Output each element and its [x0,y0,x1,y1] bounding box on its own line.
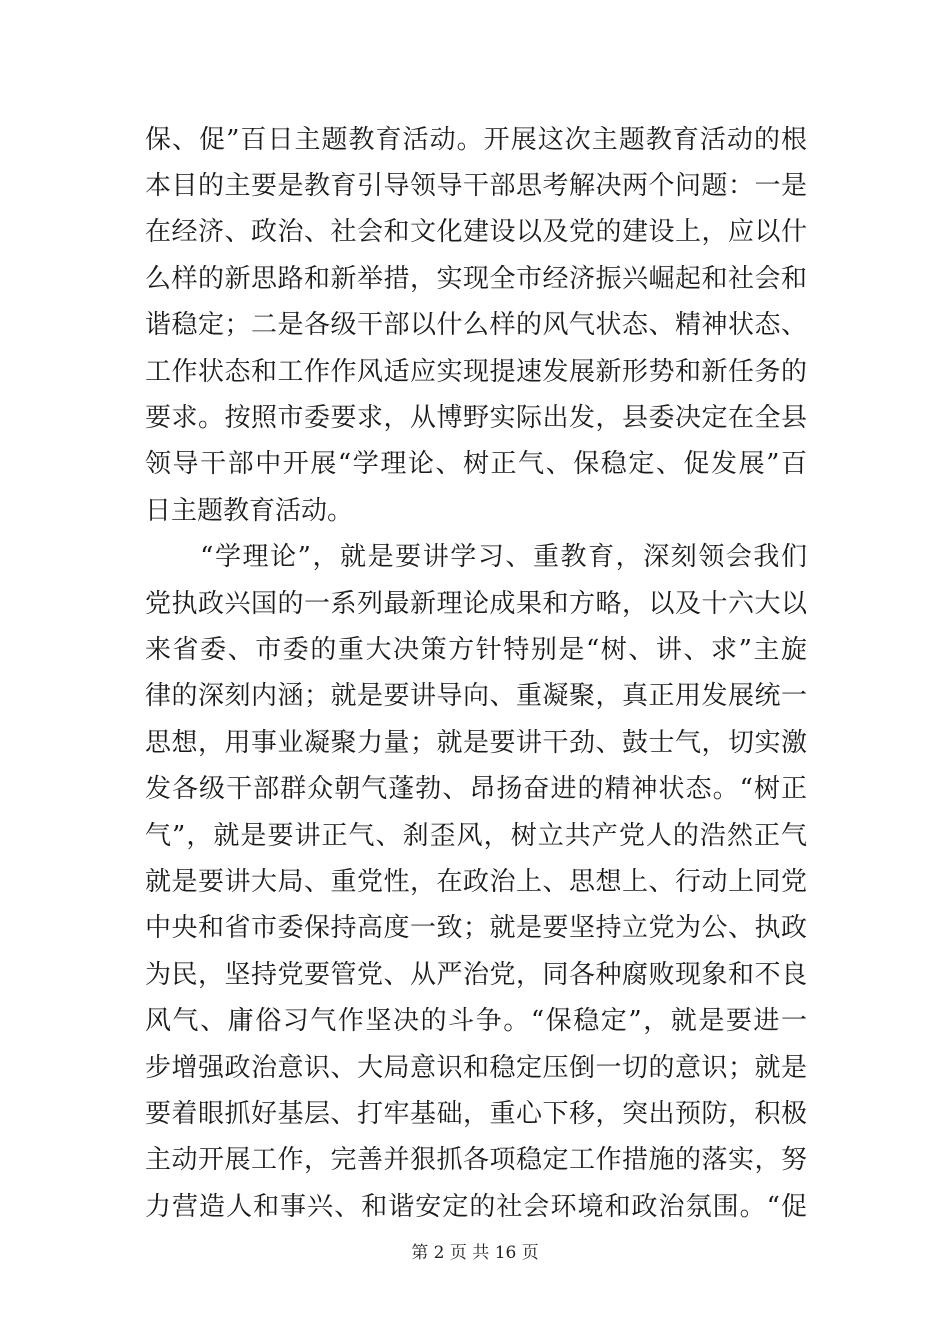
text-line: “学理论”，就是要讲学习、重教育，深刻领会我们 [145,542,807,572]
page-number-footer: 第 2 页 共 16 页 [411,1243,539,1263]
text-line: 要着眼抓好基层、打牢基础，重心下移，突出预防，积极 [145,1099,807,1129]
text-line: 日主题教育活动。 [145,496,354,526]
text-line: 工作状态和工作作风适应实现提速发展新形势和新任务的 [145,357,807,387]
text-line: 本目的主要是教育引导领导干部思考解决两个问题：一是 [145,171,807,201]
text-line: 力营造人和事兴、和谐安定的社会环境和政治氛围。“促 [145,1192,807,1222]
text-line: 么样的新思路和新举措，实现全市经济振兴崛起和社会和 [145,264,807,294]
text-line: 律的深刻内涵；就是要讲导向、重凝聚，真正用发展统一 [145,681,807,711]
text-line: 气”，就是要讲正气、刹歪风，树立共产党人的浩然正气 [145,821,807,851]
text-line: 风气、庸俗习气作坚决的斗争。“保稳定”，就是要进一 [145,1006,807,1036]
text-line: 就是要讲大局、重党性，在政治上、思想上、行动上同党 [145,867,807,897]
text-line: 步增强政治意识、大局意识和稳定压倒一切的意识；就是 [145,1053,807,1083]
text-line: 谐稳定；二是各级干部以什么样的风气状态、精神状态、 [145,310,807,340]
text-line: 在经济、政治、社会和文化建设以及党的建设上，应以什 [145,217,807,247]
text-line: 来省委、市委的重大决策方针特别是“树、讲、求”主旋 [145,635,807,665]
text-line: 中央和省市委保持高度一致；就是要坚持立党为公、执政 [145,913,807,943]
text-line: 保、促”百日主题教育活动。开展这次主题教育活动的根 [145,125,807,155]
text-line: 要求。按照市委要求，从博野实际出发，县委决定在全县 [145,403,807,433]
text-line: 为民，坚持党要管党、从严治党，同各种腐败现象和不良 [145,960,807,990]
text-line: 主动开展工作，完善并狠抓各项稳定工作措施的落实，努 [145,1145,807,1175]
text-line: 领导干部中开展“学理论、树正气、保稳定、促发展”百 [145,449,807,479]
text-line: 思想，用事业凝聚力量；就是要讲干劲、鼓士气，切实激 [145,728,807,758]
text-line: 党执政兴国的一系列最新理论成果和方略，以及十六大以 [145,589,807,619]
text-line: 发各级干部群众朝气蓬勃、昂扬奋进的精神状态。“树正 [145,774,807,804]
